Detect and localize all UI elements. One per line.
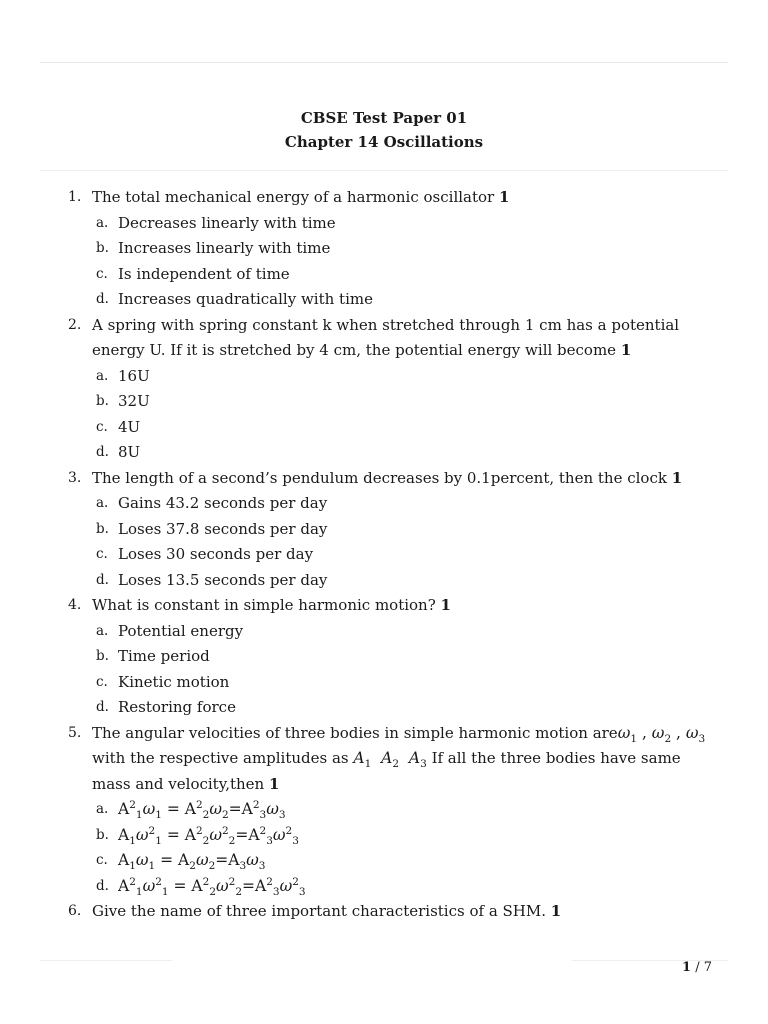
question-2 bbox=[0, 313, 768, 466]
marks: 1 bbox=[620, 341, 632, 359]
marks: 1 bbox=[268, 774, 280, 793]
option: c. Loses 30 seconds per day bbox=[96, 545, 314, 563]
question-number: 5. bbox=[68, 724, 82, 741]
question-text: A spring with spring constant k when stretched through 1 cm has a potential energy U. If it is stretched by 4 cm, the potential energy will become 1 bbox=[92, 315, 680, 359]
option: c. $A_1\omega_1 = A_2\omega_2=A_3\omega_3$ bbox=[0, 848, 768, 874]
question-number: 3. bbox=[68, 469, 82, 486]
question-6 bbox=[0, 899, 768, 925]
math-amplitudes: $A_1$ $A_2$ $A_3$ bbox=[353, 749, 427, 771]
marks: 1 bbox=[550, 902, 562, 920]
option: c. Is independent of time bbox=[96, 264, 290, 283]
math-omegas: $\omega_1$ , $\omega_2$ , $\omega_3$ bbox=[617, 723, 706, 745]
option: b. Time period bbox=[96, 647, 210, 665]
header-divider bbox=[40, 170, 728, 171]
option: a. 16U bbox=[96, 366, 150, 385]
paper-title: CBSE Test Paper 01 bbox=[300, 109, 468, 127]
question-number: 1. bbox=[68, 189, 82, 205]
option: b. Loses 37.8 seconds per day bbox=[96, 519, 328, 538]
question-text: The angular velocities of three bodies in simple harmonic motion areω$_1$ , $\omega_2$ , $\omega_3$ with the respective amplitudes as $A_1$ $A_2$ $A_3$ If all the three bodies have same mass and velocity,then 1 bbox=[92, 723, 706, 793]
question-text: The total mechanical energy of a harmonic oscillator 1 bbox=[92, 188, 510, 206]
option: d. $A^2_1\omega^2_1 = A^2_2\omega^2_2=A^2_3\omega^2_3$ bbox=[96, 875, 306, 898]
question-number: 2. bbox=[68, 316, 82, 333]
option: a. $A^2_1\omega_1 = A^2_2\omega_2=A^2_3\omega_3$ bbox=[96, 798, 286, 822]
marks: 1 bbox=[671, 468, 683, 487]
option: d. Loses 13.5 seconds per day bbox=[96, 570, 328, 589]
option: a. Decreases linearly with time bbox=[96, 213, 336, 232]
math-option-a: $A^2_1\omega_1 = A^2_2\omega_2=A^2_3\omega_3$ bbox=[118, 798, 286, 822]
math-option-d: $A^2_1\omega^2_1 = A^2_2\omega^2_2=A^2_3\omega^2_3$ bbox=[118, 875, 306, 898]
question-1 bbox=[0, 185, 768, 313]
math-option-b: $A_1\omega^2_1 = A^2_2\omega^2_2=A^2_3\omega^2_3$ bbox=[118, 824, 299, 847]
marks: 1 bbox=[440, 596, 451, 614]
option: d. Restoring force bbox=[96, 698, 236, 716]
option: d. Increases quadratically with time bbox=[96, 290, 373, 308]
question-4 bbox=[0, 593, 768, 721]
option: c. 4U bbox=[96, 417, 141, 436]
option: a. Gains 43.2 seconds per day bbox=[96, 494, 328, 512]
option: b. 32U bbox=[96, 392, 150, 410]
option: d. 8U bbox=[96, 443, 141, 461]
option: a. Potential energy bbox=[96, 621, 244, 640]
question-text: Give the name of three important characteristics of a SHM. 1 bbox=[92, 902, 562, 920]
question-text: What is constant in simple harmonic motion? 1 bbox=[92, 596, 451, 614]
option: b. $A_1\omega^2_1 = A^2_2\omega^2_2=A^2_3\omega^2_3$ bbox=[96, 824, 299, 847]
math-option-c: $A_1\omega_1 = A_2\omega_2=A_3\omega_3$ bbox=[118, 851, 266, 873]
page-number: 1 / 7 bbox=[682, 960, 712, 975]
question-5 bbox=[0, 721, 768, 900]
question-number: 4. bbox=[68, 597, 82, 613]
question-3 bbox=[0, 466, 768, 594]
marks: 1 bbox=[499, 188, 510, 206]
question-list bbox=[0, 185, 768, 925]
question-number: 6. bbox=[68, 903, 82, 919]
question-text: The length of a second’s pendulum decreases by 0.1percent, then the clock 1 bbox=[92, 468, 683, 487]
option: b. Increases linearly with time bbox=[96, 239, 331, 257]
top-divider bbox=[40, 62, 728, 63]
footer-divider-left bbox=[40, 960, 172, 961]
chapter-title: Chapter 14 Oscillations bbox=[284, 133, 484, 151]
option: c. Kinetic motion bbox=[96, 672, 230, 691]
